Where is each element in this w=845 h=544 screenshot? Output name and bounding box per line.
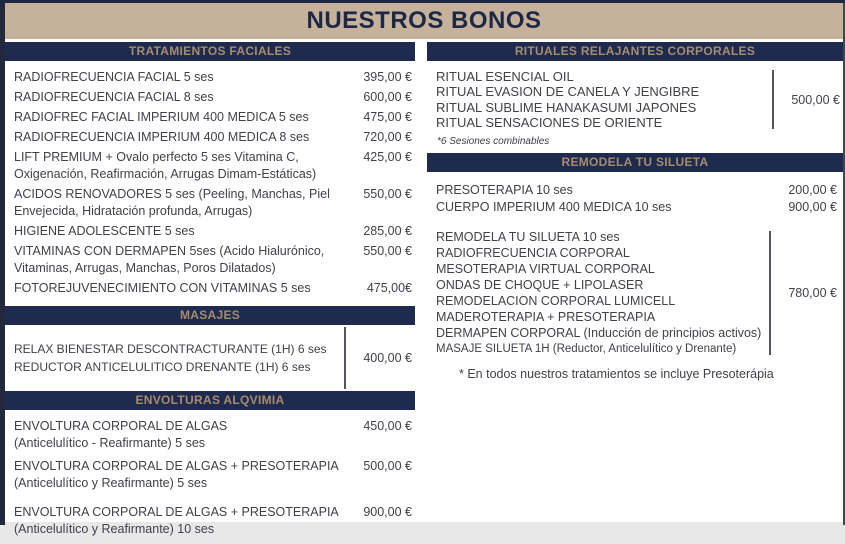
treatment-line: REMODELACION CORPORAL LUMICELL <box>436 294 676 308</box>
treatment-name <box>14 149 346 183</box>
treatment-line: RITUAL ESENCIAL OIL <box>436 68 574 84</box>
treatment-name <box>14 504 346 538</box>
treatment-line: RADIOFREC FACIAL IMPERIUM 400 MEDICA 5 ses <box>14 110 309 124</box>
price-row <box>5 186 415 220</box>
silueta-group <box>427 229 843 357</box>
masajes-group <box>5 325 415 391</box>
treatment-line: FOTOREJUVENECIMIENTO CON VITAMINAS 5 ses <box>14 281 311 295</box>
treatment-price: 475,00 € <box>363 110 412 124</box>
silueta-items <box>427 172 843 216</box>
treatment-line: CUERPO IMPERIUM 400 MEDICA 10 ses <box>436 200 672 214</box>
section-header-tratamientos-faciales: TRATAMIENTOS FACIALES <box>5 42 415 61</box>
price-row <box>5 69 415 86</box>
left-border-rail <box>0 3 5 525</box>
treatment-name <box>14 280 346 297</box>
price-row <box>5 418 415 452</box>
treatment-name <box>14 109 346 126</box>
treatment-line: PRESOTERAPIA 10 ses <box>436 183 573 197</box>
treatment-line: RITUAL SENSACIONES DE ORIENTE <box>436 115 663 130</box>
treatment-line: RADIOFRECUENCIA CORPORAL <box>436 246 630 260</box>
treatment-line: ENVOLTURA CORPORAL DE ALGAS + PRESOTERAPIA <box>14 505 339 519</box>
facials-list <box>5 61 415 306</box>
left-column <box>5 42 415 544</box>
section-header-envolturas: ENVOLTURAS ALQVIMIA <box>5 391 415 410</box>
treatment-line: REMODELA TU SILUETA 10 ses <box>436 230 620 244</box>
treatment-name <box>14 69 346 86</box>
treatment-price: 600,00 € <box>363 90 412 104</box>
treatment-line: REDUCTOR ANTICELULITICO DRENANTE (1H) 6 ses <box>14 360 311 374</box>
section-header-remodela: REMODELA TU SILUETA <box>427 153 843 172</box>
price-row <box>5 89 415 106</box>
treatment-name <box>14 129 346 146</box>
treatment-price: 425,00 € <box>363 150 412 164</box>
section-header-masajes: MASAJES <box>5 306 415 325</box>
treatment-name <box>14 223 346 240</box>
treatment-line: RITUAL SUBLIME HANAKASUMI JAPONES <box>436 99 697 115</box>
treatment-line: RITUAL EVASION DE CANELA Y JENGIBRE <box>436 84 700 99</box>
rituales-footnote: *6 Sesiones combinables <box>437 136 550 147</box>
treatment-line: HIGIENE ADOLESCENTE 5 ses <box>14 224 195 238</box>
silueta-footnote: * En todos nuestros tratamientos se incluye Presoterápia <box>459 367 774 381</box>
group-price: 500,00 € <box>791 92 840 107</box>
treatment-line: LIFT PREMIUM + Ovalo perfecto 5 ses Vitamina C, <box>14 150 299 164</box>
treatment-line: MESOTERAPIA VIRTUAL CORPORAL <box>436 262 655 276</box>
treatment-line: ONDAS DE CHOQUE + LIPOLASER <box>436 278 644 292</box>
treatment-line: MASAJE SILUETA 1H (Reductor, Anticelulítico y Drenante) <box>436 343 737 355</box>
treatment-name <box>14 186 346 220</box>
price-row <box>427 199 843 216</box>
treatment-line-2: Envejecida, Hidratación profunda, Arrugas) <box>14 204 253 218</box>
treatment-price: 500,00 € <box>363 459 412 473</box>
treatment-name <box>14 418 346 452</box>
group-price: 780,00 € <box>788 286 837 300</box>
treatment-line: RELAX BIENESTAR DESCONTRACTURANTE (1H) 6 ses <box>14 342 327 356</box>
treatment-line-2: Oxigenación, Reafirmación, Arrugas Dimam-Estáticas) <box>14 167 317 181</box>
price-row <box>5 280 415 297</box>
treatment-name <box>436 199 771 216</box>
masajes-lines <box>14 340 344 376</box>
section-header-rituales: RITUALES RELAJANTES CORPORALES <box>427 42 843 61</box>
treatment-name <box>14 458 346 492</box>
treatment-line: VITAMINAS CON DERMAPEN 5ses (Acido Hialurónico, <box>14 244 325 258</box>
rituales-lines <box>436 69 772 131</box>
treatment-price: 720,00 € <box>363 130 412 144</box>
treatment-line: RADIOFRECUENCIA FACIAL 8 ses <box>14 90 214 104</box>
page-title: NUESTROS BONOS <box>306 7 542 34</box>
price-row <box>5 504 415 538</box>
price-row <box>5 243 415 277</box>
envolturas-list <box>5 410 415 538</box>
treatment-line: ENVOLTURA CORPORAL DE ALGAS <box>14 419 228 433</box>
price-row <box>5 149 415 183</box>
rituales-group <box>427 61 843 131</box>
treatment-line: ENVOLTURA CORPORAL DE ALGAS + PRESOTERAPIA <box>14 459 339 473</box>
group-price: 400,00 € <box>363 351 412 365</box>
price-row <box>5 223 415 240</box>
treatment-line: RADIOFRECUENCIA IMPERIUM 400 MEDICA 8 ses <box>14 130 310 144</box>
treatment-price: 285,00 € <box>363 224 412 238</box>
treatment-line: MADEROTERAPIA + PRESOTERAPIA <box>436 310 656 324</box>
treatment-price: 475,00€ <box>366 281 412 295</box>
treatment-name <box>14 243 346 277</box>
treatment-name <box>14 89 346 106</box>
treatment-line-2: (Anticelulítico - Reafirmante) 5 ses <box>14 436 206 450</box>
treatment-line: ACIDOS RENOVADORES 5 ses (Peeling, Manchas, Piel <box>14 187 330 201</box>
treatment-line: RADIOFRECUENCIA FACIAL 5 ses <box>14 70 214 84</box>
treatment-line-2: Vitaminas, Arrugas, Manchas, Poros Dilatados) <box>14 261 276 275</box>
page-title-banner <box>5 3 843 39</box>
right-column <box>427 42 843 544</box>
treatment-line-2: (Anticelulítico y Reafirmante) 5 ses <box>14 476 208 490</box>
treatment-price: 395,00 € <box>363 70 412 84</box>
treatment-price: 200,00 € <box>788 183 837 197</box>
price-row <box>5 109 415 126</box>
price-row <box>427 182 843 199</box>
treatment-price: 900,00 € <box>788 200 837 214</box>
treatment-price: 550,00 € <box>363 187 412 201</box>
treatment-price: 900,00 € <box>363 505 412 519</box>
treatment-price: 550,00 € <box>363 244 412 258</box>
content-columns <box>5 42 843 544</box>
treatment-name <box>436 182 771 199</box>
price-row <box>5 129 415 146</box>
treatment-price: 450,00 € <box>363 419 412 433</box>
treatment-line-2: (Anticelulítico y Reafirmante) 10 ses <box>14 522 215 536</box>
silueta-group-lines <box>436 229 769 357</box>
treatment-line: DERMAPEN CORPORAL (Inducción de principios activos) <box>436 326 762 340</box>
price-row <box>5 458 415 492</box>
